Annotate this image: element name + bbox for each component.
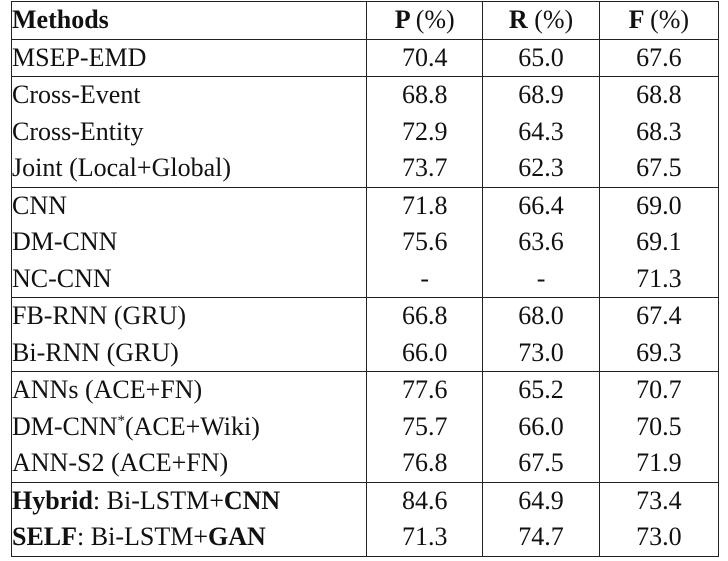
- asterisk-mark: *: [117, 412, 125, 429]
- recall-cell: 67.5: [483, 445, 599, 482]
- table-row: [12, 150, 719, 187]
- recall-cell: 64.3: [483, 114, 599, 151]
- header-f1: [599, 2, 718, 40]
- header-f-unit: (%): [650, 5, 690, 35]
- f1-cell: 69.3: [599, 335, 718, 372]
- f1-cell: 73.4: [599, 482, 718, 519]
- method-cell: [12, 519, 367, 556]
- precision-cell: 71.3: [367, 519, 483, 556]
- method-cell: NC-CNN: [12, 261, 367, 298]
- f1-cell: 67.5: [599, 150, 718, 187]
- header-r-letter: R: [508, 5, 528, 35]
- recall-cell: 68.0: [483, 298, 599, 335]
- precision-cell: 84.6: [367, 482, 483, 519]
- table-row: [12, 298, 719, 335]
- recall-cell: 64.9: [483, 482, 599, 519]
- recall-cell: 65.2: [483, 372, 599, 409]
- precision-cell: 66.8: [367, 298, 483, 335]
- recall-cell: -: [483, 261, 599, 298]
- f1-cell: 69.0: [599, 187, 718, 224]
- header-p-letter: P: [394, 5, 410, 35]
- method-cell: ANNs (ACE+FN): [12, 372, 367, 409]
- method-cell: Cross-Event: [12, 77, 367, 114]
- table-row: [12, 445, 719, 482]
- f1-cell: 67.6: [599, 39, 718, 77]
- method-mid: : Bi-LSTM+: [92, 485, 224, 515]
- recall-cell: 68.9: [483, 77, 599, 114]
- header-f-letter: F: [628, 5, 644, 35]
- recall-cell: 66.4: [483, 187, 599, 224]
- method-bold-name: SELF: [12, 522, 78, 552]
- table-row: [12, 261, 719, 298]
- table-row: [12, 335, 719, 372]
- table-row: [12, 77, 719, 114]
- method-cell: ANN-S2 (ACE+FN): [12, 445, 367, 482]
- table-row: [12, 372, 719, 409]
- precision-cell: 77.6: [367, 372, 483, 409]
- method-bold-suffix: CNN: [223, 485, 281, 515]
- method-cell: [12, 409, 367, 446]
- method-bold-name: Hybrid: [12, 485, 93, 515]
- precision-cell: 75.6: [367, 224, 483, 261]
- method-cell: Joint (Local+Global): [12, 150, 367, 187]
- recall-cell: 73.0: [483, 335, 599, 372]
- f1-cell: 68.3: [599, 114, 718, 151]
- f1-cell: 71.3: [599, 261, 718, 298]
- method-cell: Bi-RNN (GRU): [12, 335, 367, 372]
- method-mid: : Bi-LSTM+: [77, 522, 208, 552]
- table-row: [12, 482, 719, 519]
- recall-cell: 66.0: [483, 409, 599, 446]
- method-cell: FB-RNN (GRU): [12, 298, 367, 335]
- method-name: DM-CNN: [12, 411, 118, 441]
- precision-cell: 76.8: [367, 445, 483, 482]
- results-table: [11, 1, 719, 557]
- table-row: [12, 114, 719, 151]
- precision-cell: 75.7: [367, 409, 483, 446]
- method-cell: Cross-Entity: [12, 114, 367, 151]
- table-row: [12, 224, 719, 261]
- f1-cell: 73.0: [599, 519, 718, 556]
- precision-cell: 73.7: [367, 150, 483, 187]
- method-extra: (ACE+Wiki): [124, 411, 260, 441]
- f1-cell: 71.9: [599, 445, 718, 482]
- f1-cell: 69.1: [599, 224, 718, 261]
- header-r-unit: (%): [534, 5, 574, 35]
- f1-cell: 70.7: [599, 372, 718, 409]
- precision-cell: 70.4: [367, 39, 483, 77]
- recall-cell: 74.7: [483, 519, 599, 556]
- method-cell: DM-CNN: [12, 224, 367, 261]
- header-precision: [367, 2, 483, 40]
- precision-cell: 66.0: [367, 335, 483, 372]
- precision-cell: -: [367, 261, 483, 298]
- recall-cell: 63.6: [483, 224, 599, 261]
- header-methods: Methods: [12, 2, 367, 40]
- header-recall: [483, 2, 599, 40]
- f1-cell: 67.4: [599, 298, 718, 335]
- table-row: [12, 409, 719, 446]
- method-cell: [12, 482, 367, 519]
- f1-cell: 70.5: [599, 409, 718, 446]
- table-row: [12, 187, 719, 224]
- precision-cell: 71.8: [367, 187, 483, 224]
- header-p-unit: (%): [415, 5, 455, 35]
- recall-cell: 65.0: [483, 39, 599, 77]
- header-row: [12, 2, 719, 40]
- method-cell: CNN: [12, 187, 367, 224]
- method-cell: MSEP-EMD: [12, 39, 367, 77]
- precision-cell: 72.9: [367, 114, 483, 151]
- f1-cell: 68.8: [599, 77, 718, 114]
- method-bold-suffix: GAN: [207, 522, 266, 552]
- table-row: [12, 519, 719, 556]
- recall-cell: 62.3: [483, 150, 599, 187]
- precision-cell: 68.8: [367, 77, 483, 114]
- table-row: [12, 39, 719, 77]
